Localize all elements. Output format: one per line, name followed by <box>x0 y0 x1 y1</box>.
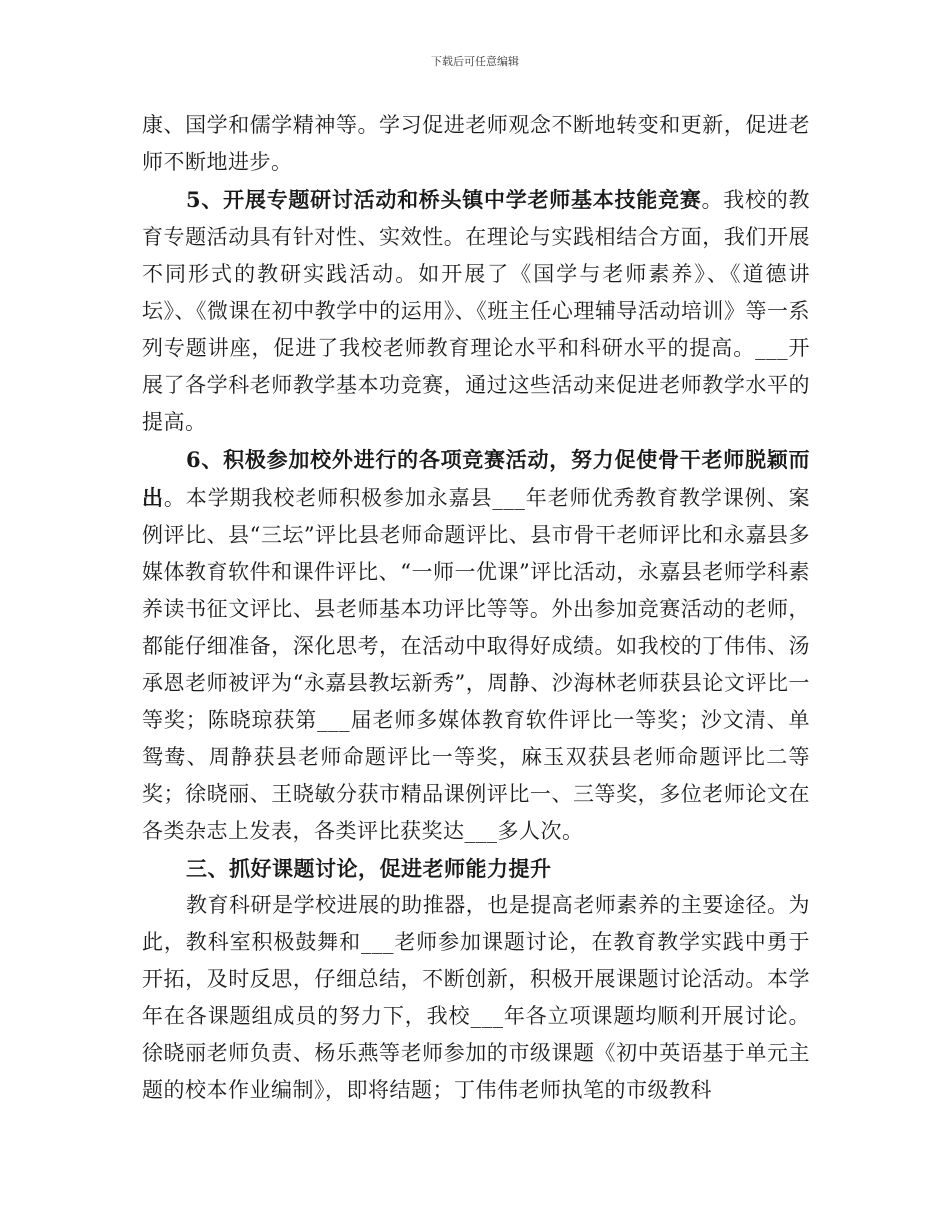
paragraph-3-heading: 6、积极参加校外进行的各项竞赛活动，努力促使骨干老师脱颖而出 <box>142 447 810 510</box>
document-body <box>142 107 810 1109</box>
paragraph-4: 教育科研是学校进展的助推器，也是提高老师素养的主要途径。为此，教科室积极鼓舞和___老师参加课题讨论，在教育教学实践中勇于开拓，及时反思，仔细总结，不断创新，积极开展课题讨论活动。本学年在各课题组成员的努力下，我校___年各立项课题均顺利开展讨论。徐晓丽老师负责、杨乐燕等老师参加的市级课题《初中英语基于单元主题的校本作业编制》，即将结题；丁伟伟老师执笔的市级教科 <box>142 893 810 1102</box>
page-header: 下载后可任意编辑 <box>431 55 519 68</box>
paragraph-1: 康、国学和儒学精神等。学习促进老师观念不断地转变和更新，促进老师不断地进步。 <box>142 113 810 174</box>
paragraph-2-body: 。我校的教育专题活动具有针对性、实效性。在理论与实践相结合方面，我们开展不同形式的教研实践活动。如开展了《国学与老师素养》、《道德讲坛》、《微课在初中教学中的运用》、《班主任心理辅导活动培训》等一系列专题讲座，促进了我校老师教育理论水平和科研水平的提高。___开展了各学科老师教学基本功竞赛，通过这些活动来促进老师教学水平的提高。 <box>142 188 810 434</box>
section-3-heading: 三、抓好课题讨论，促进老师能力提升 <box>186 856 552 881</box>
paragraph-3-body: 。本学期我校老师积极参加永嘉县___年老师优秀教育教学课例、案例评比、县“三坛”评比县老师命题评比、县市骨干老师评比和永嘉县多媒体教育软件和课件评比、“一师一优课”评比活动，永嘉县老师学科素养读书征文评比、县老师基本功评比等等。外出参加竞赛活动的老师，都能仔细准备，深化思考，在活动中取得好成绩。如我校的丁伟伟、汤承恩老师被评为“永嘉县教坛新秀”，周静、沙海林老师获县论文评比一等奖；陈晓琼获第___届老师多媒体教育软件评比一等奖；沙文清、单鸳鸯、周静获县老师命题评比一等奖，麻玉双获县老师命题评比二等奖；徐晓丽、王晓敏分获市精品课例评比一、三等奖，多位老师论文在各类杂志上发表，各类评比获奖达___多人次。 <box>142 486 811 843</box>
paragraph-2-heading: 5、开展专题研讨活动和桥头镇中学老师基本技能竞赛 <box>186 187 702 212</box>
paragraph-2 <box>142 181 810 441</box>
paragraph-3 <box>142 441 810 850</box>
